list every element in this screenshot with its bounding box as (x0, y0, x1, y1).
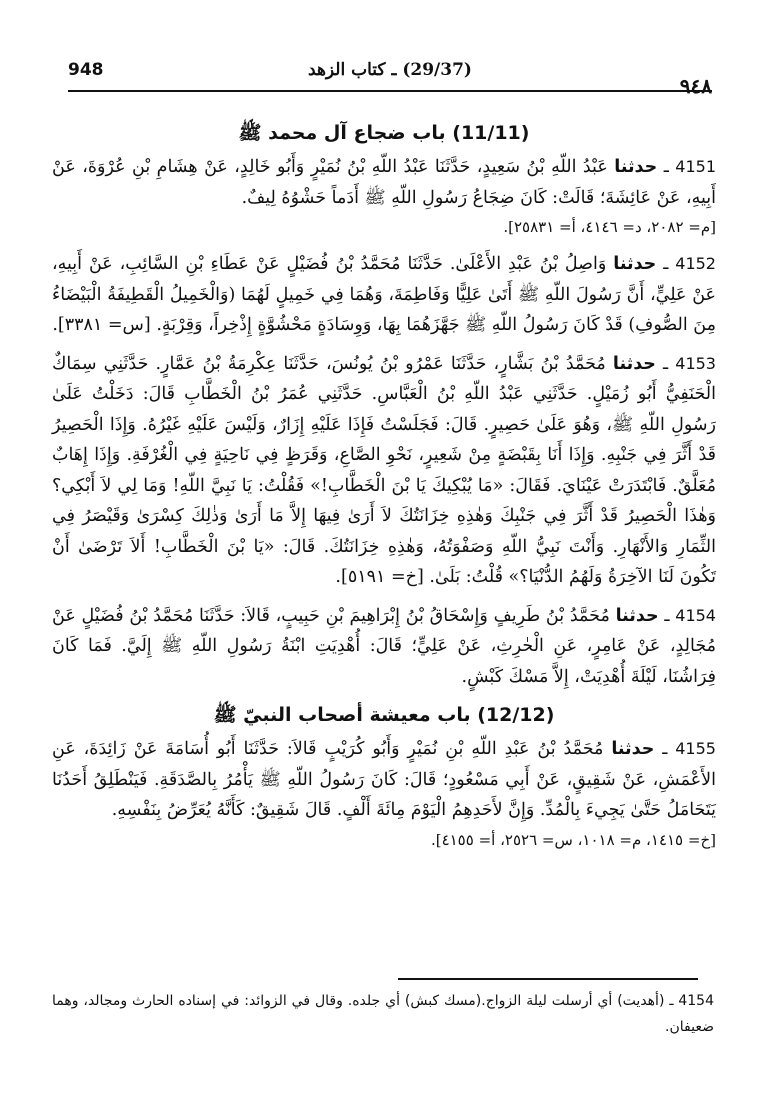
running-title: (29/37) ـ كتاب الزهد (308, 60, 472, 80)
page-number-arabic: ٩٤٨ (679, 74, 712, 98)
chapter-title: (11/11) باب ضجاع آل محمد ﷺ (238, 122, 530, 144)
hadith-number: 4152 (675, 254, 716, 273)
hadith-references: [س= ٣٣٨١]. (52, 315, 151, 335)
hadith-keyword: حدثنا (612, 353, 656, 374)
hadith-text: مُحَمَّدُ بْنُ طَرِيفٍ وَإِسْحَاقُ بْنُ إِبْرَاهِيمَ بْنِ حَبِيبٍ، قَالاَ: حَدَّثَنَا مُحَمَّدُ بْنُ فُضَيْلٍ عَنْ مُجَالِدٍ، عَنْ عَامِرٍ، عَنِ الْحٰرِثِ، عَنْ عَلِيٍّ؛ قَالَ: أُهْدِيَتِ ابْنَةُ رَسُولِ اللّهِ ﷺ إِلَيَّ. فَمَا كَانَ فِرَاشُنَا، لَيْلَةَ أُهْدِيَتْ، إِلاَّ مَسْكَ كَبْشٍ. (52, 605, 716, 687)
hadith-4153: 4153 ـ حدثنا مُحَمَّدُ بْنُ بَشَّارٍ، حَدَّثَنَا عَمْرُو بْنُ يُونُسَ، حَدَّثَنَا عِكْرِمَةُ بْنُ عَمَّارٍ. حَدَّثَنِي سِمَاكٌ الْحَنَفِيُّ أَبُو زُمَيْلٍ. حَدَّثَنِي عَبْدُ اللّهِ بْنُ الْعَبَّاسِ. حَدَّثَنِي عُمَرُ بْنُ الْخَطَّابِ قَالَ: دَخَلْتُ عَلَىٰ رَسُولِ اللّهِ ﷺ، وَهُوَ عَلَىٰ حَصِيرٍ. قَالَ: فَجَلَسْتُ فَإِذَا عَلَيْهِ إِزَارٌ، وَلَيْسَ عَلَيْهِ غَيْرُهُ. وَإِذَا الْحَصِيرُ قَدْ أَثَّرَ فِي جَنْبِهِ. وَإِذَا أَنَا بِقَبْضَةٍ مِنْ شَعِيرٍ، نَحْوِ الصَّاعِ، وَقَرَظٍ فِي نَاحِيَةٍ فِي الْغُرْفَةِ. وَإِذَا إِهَابٌ مُعَلَّقٌ. فَابْتَدَرَتْ عَيْنَايَ. فَقَالَ: «مَا يُبْكِيكَ يَا بْنَ الْخَطَّابِ!» فَقُلْتُ: يَا نَبِيَّ اللّهِ! وَمَا لِي لاَ أَبْكِي؟ وَهٰذَا الْحَصِيرُ قَدْ أَثَّرَ فِي جَنْبِكَ وَهٰذِهِ خِزَانَتُكَ لاَ أَرَىٰ فِيهَا إِلاَّ مَا أَرَىٰ وَذٰلِكَ كِسْرَىٰ وَقَيْصَرُ فِي الثِّمَارِ وَالأَنْهَارِ. وَأَنْتَ نَبِيُّ اللّهِ وَصَفْوَتُهُ، وَهٰذِهِ خِزَانَتُكَ. قَالَ: «يَا بْنَ الْخَطَّابِ! أَلاَ تَرْضَىٰ أَنْ تَكُونَ لَنَا الآخِرَةُ وَلَهُمُ الدُّنْيَا؟» قُلْتُ: بَلَىٰ. [خ= ٥١٩١]. (52, 353, 716, 587)
hadith-text: مُحَمَّدُ بْنُ بَشَّارٍ، حَدَّثَنَا عَمْرُو بْنُ يُونُسَ، حَدَّثَنَا عِكْرِمَةُ بْنُ عَمَّارٍ. حَدَّثَنِي سِمَاكٌ الْحَنَفِيُّ أَبُو زُمَيْلٍ. حَدَّثَنِي عَبْدُ اللّهِ بْنُ الْعَبَّاسِ. حَدَّثَنِي عُمَرُ بْنُ الْخَطَّابِ قَالَ: دَخَلْتُ عَلَىٰ رَسُولِ اللّهِ ﷺ، وَهُوَ عَلَىٰ حَصِيرٍ. قَالَ: فَجَلَسْتُ فَإِذَا عَلَيْهِ إِزَارٌ، وَلَيْسَ عَلَيْهِ غَيْرُهُ. وَإِذَا الْحَصِيرُ قَدْ أَثَّرَ فِي جَنْبِهِ. وَإِذَا أَنَا بِقَبْضَةٍ مِنْ شَعِيرٍ، نَحْوِ الصَّاعِ، وَقَرَظٍ فِي نَاحِيَةٍ فِي الْغُرْفَةِ. وَإِذَا إِهَابٌ مُعَلَّقٌ. فَابْتَدَرَتْ عَيْنَايَ. فَقَالَ: «مَا يُبْكِيكَ يَا بْنَ الْخَطَّابِ!» فَقُلْتُ: يَا نَبِيَّ اللّهِ! وَمَا لِي لاَ أَبْكِي؟ وَهٰذَا الْحَصِيرُ قَدْ أَثَّرَ فِي جَنْبِكَ وَهٰذِهِ خِزَانَتُكَ لاَ أَرَىٰ فِيهَا إِلاَّ مَا أَرَىٰ وَذٰلِكَ كِسْرَىٰ وَقَيْصَرُ فِي الثِّمَارِ وَالأَنْهَارِ. وَأَنْتَ نَبِيُّ اللّهِ وَصَفْوَتُهُ، وَهٰذِهِ خِزَانَتُكَ. قَالَ: «يَا بْنَ الْخَطَّابِ! أَلاَ تَرْضَىٰ أَنْ تَكُونَ لَنَا الآخِرَةُ وَلَهُمُ الدُّنْيَا؟» قُلْتُ: بَلَىٰ. (52, 353, 716, 587)
footnote-divider (398, 978, 698, 980)
hadith-number: 4153 (675, 353, 716, 373)
page-header (68, 60, 712, 98)
hadith-text: عَبْدُ اللّهِ بْنُ سَعِيدٍ، حَدَّثَنَا عَبْدُ اللّهِ بْنُ نُمَيْرٍ وَأَبُو خَالِدٍ، عَنْ هِشَامِ بْنِ عُرْوَةَ، عَنْ أَبِيهِ، عَنْ عَائِشَةَ؛ قَالَتْ: كَانَ ضِجَاعُ رَسُولِ اللّهِ ﷺ أَدَماً حَشْوُهُ لِيفٌ. (52, 157, 716, 208)
hadith-4151: 4151 ـ حدثنا عَبْدُ اللّهِ بْنُ سَعِيدٍ، حَدَّثَنَا عَبْدُ اللّهِ بْنُ نُمَيْرٍ وَأَبُو خَالِدٍ، عَنْ هِشَامِ بْنِ عُرْوَةَ، عَنْ أَبِيهِ، عَنْ عَائِشَةَ؛ قَالَتْ: كَانَ ضِجَاعُ رَسُولِ اللّهِ ﷺ أَدَماً حَشْوُهُ لِيفٌ. [م= ٢٠٨٢، د= ٤١٤٦، أ= ٢٥٨٣١]. (52, 152, 716, 241)
page-number-latin: 948 (68, 60, 104, 80)
hadith-references: [م= ٢٠٨٢، د= ٤١٤٦، أ= ٢٥٨٣١]. (503, 218, 716, 236)
hadith-4154: 4154 ـ حدثنا مُحَمَّدُ بْنُ طَرِيفٍ وَإِسْحَاقُ بْنُ إِبْرَاهِيمَ بْنِ حَبِيبٍ، قَالاَ: حَدَّثَنَا مُحَمَّدُ بْنُ فُضَيْلٍ عَنْ مُجَالِدٍ، عَنْ عَامِرٍ، عَنِ الْحٰرِثِ، عَنْ عَلِيٍّ؛ قَالَ: أُهْدِيَتِ ابْنَةُ رَسُولِ اللّهِ ﷺ إِلَيَّ. فَمَا كَانَ فِرَاشُنَا، لَيْلَةَ أُهْدِيَتْ، إِلاَّ مَسْكَ كَبْشٍ. (52, 605, 716, 687)
hadith-4155: 4155 ـ حدثنا مُحَمَّدُ بْنُ عَبْدِ اللّهِ بْنِ نُمَيْرٍ وَأَبُو كُرَيْبٍ قَالاَ: حَدَّثَنَا أَبُو أُسَامَةَ عَنْ زَائِدَةَ، عَنِ الأَعْمَشِ، عَنْ شَقِيقٍ، عَنْ أَبِي مَسْعُودٍ؛ قَالَ: كَانَ رَسُولُ اللّهِ ﷺ يَأْمُرُ بِالصَّدَقَةِ. فَيَنْطَلِقُ أَحَدُنَا يَتَحَامَلُ حَتَّىٰ يَجِيءَ بِالْمُدِّ. وَإِنَّ لأَحَدِهِمُ الْيَوْمَ مِائَةَ أَلْفٍ. قَالَ شَقِيقٌ: كَأَنَّهُ يُعَرِّضُ بِنَفْسِهِ. [خ= ١٤١٥، م= ١٠١٨، س= ٢٥٢٦، أ= ٤١٥٥]. (52, 734, 716, 854)
hadith-number: 4151 (675, 157, 716, 176)
hadith-4152: 4152 ـ حدثنا وَاصِلُ بْنُ عَبْدِ الأَعْلَىٰ. حَدَّثَنَا مُحَمَّدُ بْنُ فُضَيْلٍ عَنْ عَطَاءِ بْنِ السَّائِبِ، عَنْ أَبِيهِ، عَنْ عَلِيٍّ، أَنَّ رَسُولَ اللّهِ ﷺ أَتَىٰ عَلِيًّا وَفَاطِمَةَ، وَهُمَا فِي خَمِيلٍ لَهُمَا (وَالْخَمِيلُ الْقَطِيفَةُ الْبَيْضَاءُ مِنَ الصُّوفِ) قَدْ كَانَ رَسُولُ اللّهِ ﷺ جَهَّزَهُمَا بِهَا، وَوِسَادَةٍ مَحْشُوَّةٍ إِذْخِراً، وَقِرْبَةٍ. [س= ٣٣٨١]. (52, 254, 716, 335)
hadith-keyword: حدثنا (614, 157, 658, 177)
hadith-text: وَاصِلُ بْنُ عَبْدِ الأَعْلَىٰ. حَدَّثَنَا مُحَمَّدُ بْنُ فُضَيْلٍ عَنْ عَطَاءِ بْنِ السَّائِبِ، عَنْ أَبِيهِ، عَنْ عَلِيٍّ، أَنَّ رَسُولَ اللّهِ ﷺ أَتَىٰ عَلِيًّا وَفَاطِمَةَ، وَهُمَا فِي خَمِيلٍ لَهُمَا (وَالْخَمِيلُ الْقَطِيفَةُ الْبَيْضَاءُ مِنَ الصُّوفِ) قَدْ كَانَ رَسُولُ اللّهِ ﷺ جَهَّزَهُمَا بِهَا، وَوِسَادَةٍ مَحْشُوَّةٍ إِذْخِراً، وَقِرْبَةٍ. (52, 254, 716, 335)
hadith-keyword: حدثنا (615, 605, 659, 626)
hadith-text: مُحَمَّدُ بْنُ عَبْدِ اللّهِ بْنِ نُمَيْرٍ وَأَبُو كُرَيْبٍ قَالاَ: حَدَّثَنَا أَبُو أُسَامَةَ عَنْ زَائِدَةَ، عَنِ الأَعْمَشِ، عَنْ شَقِيقٍ، عَنْ أَبِي مَسْعُودٍ؛ قَالَ: كَانَ رَسُولُ اللّهِ ﷺ يَأْمُرُ بِالصَّدَقَةِ. فَيَنْطَلِقُ أَحَدُنَا يَتَحَامَلُ حَتَّىٰ يَجِيءَ بِالْمُدِّ. وَإِنَّ لأَحَدِهِمُ الْيَوْمَ مِائَةَ أَلْفٍ. قَالَ شَقِيقٌ: كَأَنَّهُ يُعَرِّضُ بِنَفْسِهِ. (52, 739, 716, 820)
hadith-keyword: حدثنا (611, 739, 655, 759)
page-body (52, 118, 716, 862)
hadith-references: [خ= ٥١٩١]. (335, 567, 424, 587)
hadith-number: 4155 (675, 739, 716, 758)
hadith-number: 4154 (675, 605, 716, 625)
chapter-title: (12/12) باب معيشة أصحاب النبيّ ﷺ (213, 704, 555, 726)
footnote: 4154 ـ (أهديت) أي أرسلت ليلة الزواج.(مسك كبش) أي جلده. وقال في الزوائد: في إسناده الحارث ومجالد، وهما ضعيفان. (52, 993, 714, 1035)
hadith-references: [خ= ١٤١٥، م= ١٠١٨، س= ٢٥٢٦، أ= ٤١٥٥]. (430, 830, 716, 849)
hadith-keyword: حدثنا (613, 254, 657, 274)
